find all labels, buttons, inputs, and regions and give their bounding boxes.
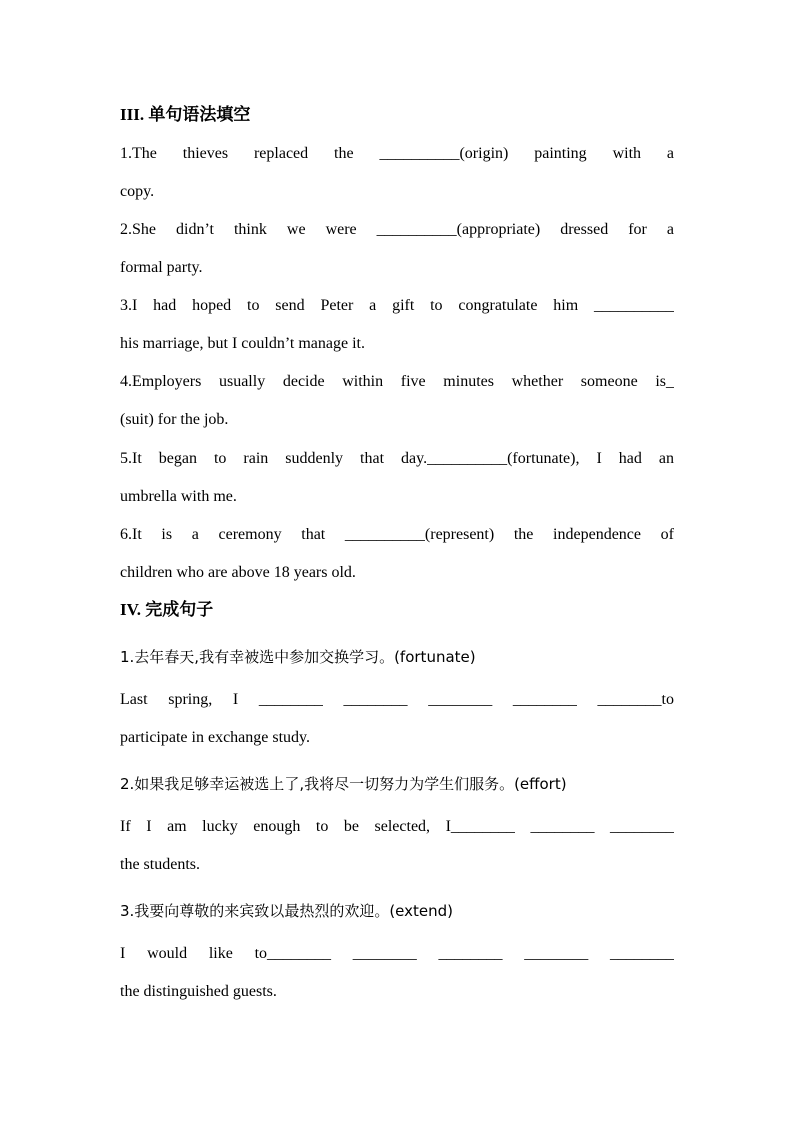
item-4-1-line2: participate in exchange study. [120,729,310,746]
item-3-3-line2: his marriage, but I couldn’t manage it. [120,335,365,352]
item-3-1-line1: 1.The thieves replaced the __________(origin) painting with a [120,145,674,162]
section-4-title: IV. 完成句子 [120,600,214,619]
item-4-2-prompt: 2.如果我足够幸运被选上了,我将尽一切努力为学生们服务。(effort) [120,775,567,793]
item-4-3-line2: the distinguished guests. [120,983,277,1000]
item-3-3-line1: 3.I had hoped to send Peter a gift to congratulate him __________ [120,297,674,314]
section-3-title: III. 单句语法填空 [120,105,251,124]
item-4-1-line1: Last spring, I ________ ________ ________ ________ ________to [120,691,674,708]
item-3-2-line1: 2.She didn’t think we were __________(appropriate) dressed for a [120,221,674,238]
item-4-3-line1: I would like to________ ________ ________ ________ ________ [120,945,674,962]
item-4-2-line2: the students. [120,856,200,873]
item-3-6-line2: children who are above 18 years old. [120,564,356,581]
item-3-6-line1: 6.It is a ceremony that __________(represent) the independence of [120,526,674,543]
item-3-4-line1: 4.Employers usually decide within five minutes whether someone is_ [120,373,674,390]
item-3-5-line2: umbrella with me. [120,488,237,505]
item-4-3-prompt: 3.我要向尊敬的来宾致以最热烈的欢迎。(extend) [120,902,453,920]
item-3-2-line2: formal party. [120,259,203,276]
item-3-1-line2: copy. [120,183,155,200]
item-3-5-line1: 5.It began to rain suddenly that day.__________(fortunate), I had an [120,450,674,467]
item-4-2-line1: If I am lucky enough to be selected, I________ ________ ________ [120,818,674,835]
item-3-4-line2: (suit) for the job. [120,411,229,428]
item-4-1-prompt: 1.去年春天,我有幸被选中参加交换学习。(fortunate) [120,648,476,666]
